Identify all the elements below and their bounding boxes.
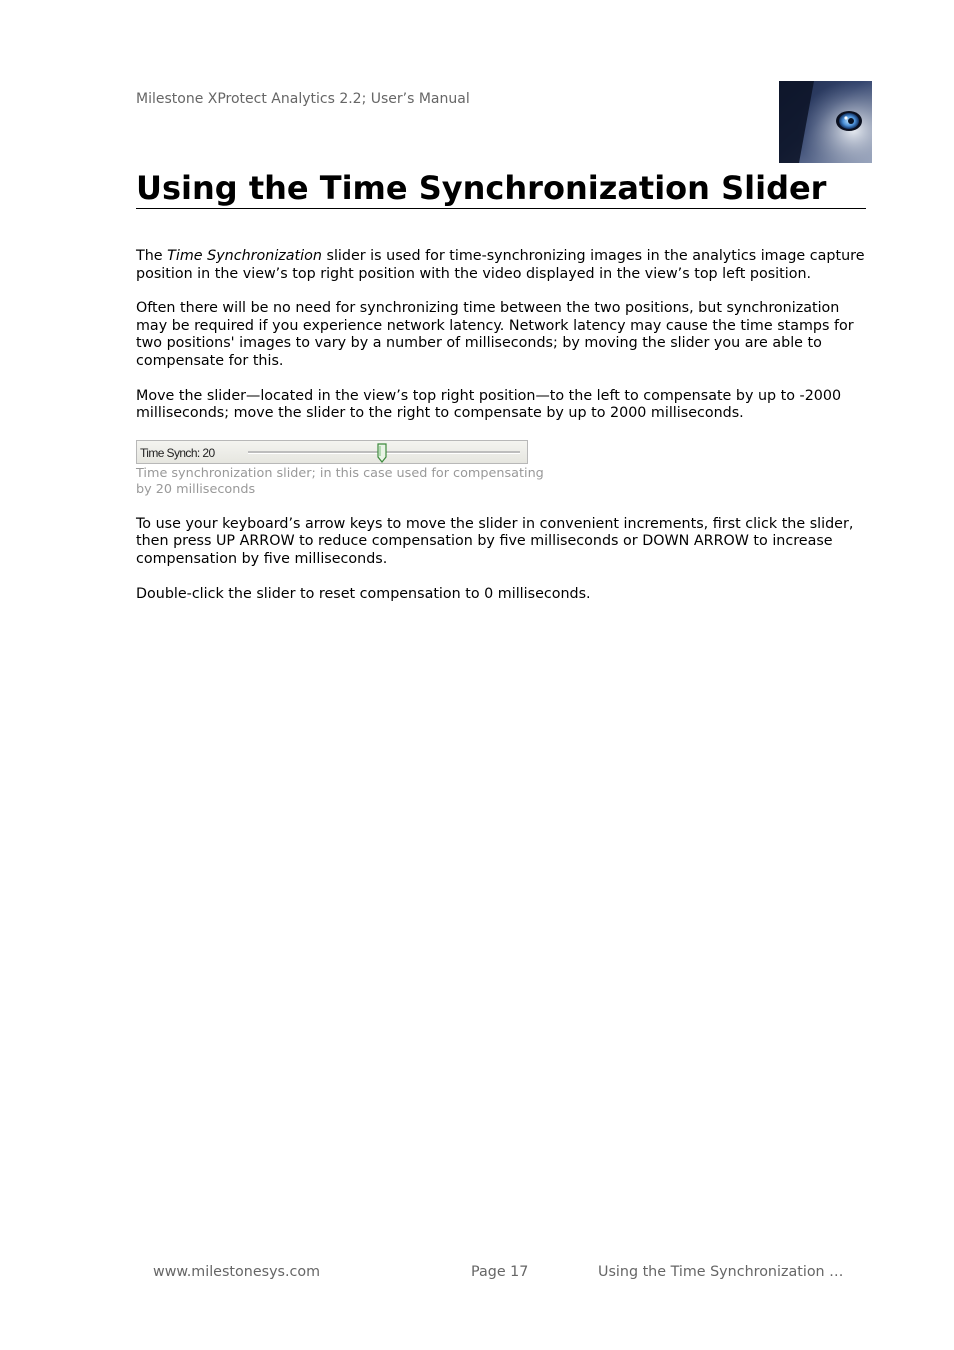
footer-section-title: Using the Time Synchronization … — [598, 1264, 844, 1280]
footer-page-number: Page 17 — [471, 1264, 529, 1280]
time-synch-slider-figure — [136, 440, 528, 464]
slider-thumb — [377, 443, 387, 463]
range-paragraph: Move the slider—located in the view’s top right position—to the left to compensate by up to -2000 milliseconds; move the slider to the right to compensate by up to 2000 milliseconds. — [136, 387, 842, 422]
slider-label: Time Synch: 20 — [140, 445, 215, 460]
page-title: Using the Time Synchronization Slider — [136, 168, 866, 209]
latency-paragraph: Often there will be no need for synchronizing time between the two positions, but synchronization may be required if you experience network latency. Network latency may cause the time stamps for two positions' images to vary by a number of milliseconds; by moving the slider you are able to compensate for this. — [136, 300, 854, 369]
figure-caption: Time synchronization slider; in this case used for compensating by 20 milliseconds — [136, 465, 544, 497]
intro-paragraph: The Time Synchronization slider is used for time-synchronizing images in the analytics image capture position in the view’s top right position with the video displayed in the view’s top left position. — [136, 248, 865, 282]
reset-paragraph: Double-click the slider to reset compensation to 0 milliseconds. — [136, 585, 591, 602]
document-body — [136, 248, 866, 620]
emphasized-term: Time Synchronization — [167, 248, 322, 264]
running-header: Milestone XProtect Analytics 2.2; User’s Manual — [136, 91, 470, 107]
wolf-eye-logo — [779, 81, 872, 163]
footer-website: www.milestonesys.com — [153, 1264, 321, 1280]
keyboard-paragraph: To use your keyboard’s arrow keys to move the slider in convenient increments, first click the slider, then press UP ARROW to reduce compensation by five milliseconds or DOWN ARROW to increase compensation by five milliseconds. — [136, 515, 854, 567]
